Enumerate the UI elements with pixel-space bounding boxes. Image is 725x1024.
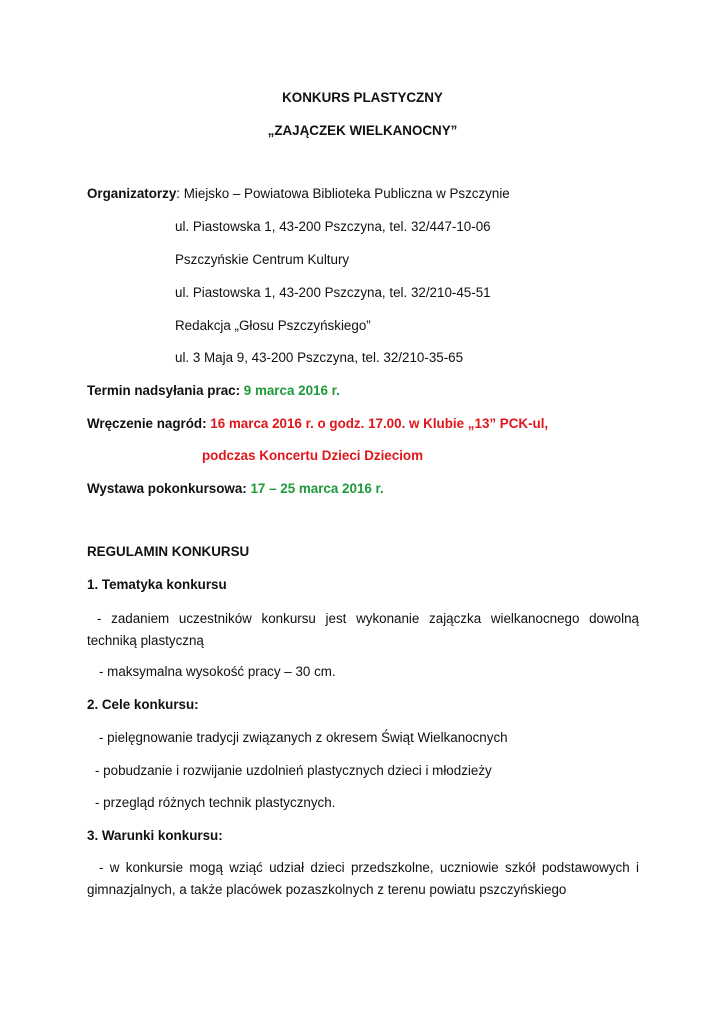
section-1-item-2: - maksymalna wysokość pracy – 30 cm. (99, 664, 336, 679)
document-subtitle: „ZAJĄCZEK WIELKANOCNY” (267, 123, 458, 138)
awards-line (87, 415, 548, 432)
deadline-separator: : (235, 383, 244, 398)
section-2-heading: 2. Cele konkursu: (87, 697, 199, 712)
exhibition-value: 17 – 25 marca 2016 r. (250, 481, 384, 496)
organizer-1-address: ul. Piastowska 1, 43-200 Pszczyna, tel. 32/447-10-06 (175, 219, 491, 234)
section-3-item-1: - w konkursie mogą wziąć udział dzieci przedszkolne, uczniowie szkół podstawowych i gimnazjalnych, a także placówek pozaszkolnych z terenu powiatu pszczyńskiego (87, 860, 639, 897)
deadline-value: 9 marca 2016 r. (243, 383, 340, 398)
organizer-3-address: ul. 3 Maja 9, 43-200 Pszczyna, tel. 32/210-35-65 (175, 350, 464, 365)
exhibition-label: Wystawa pokonkursowa: (87, 481, 251, 496)
section-1-item-1: - zadaniem uczestników konkursu jest wykonanie zajączka wielkanocnego dowolną techniką plastyczną (87, 611, 639, 648)
deadline-line (87, 382, 340, 399)
section-1-heading: 1. Tematyka konkursu (87, 577, 227, 592)
exhibition-line (87, 480, 384, 497)
section-2-item-2: - pobudzanie i rozwijanie uzdolnień plastycznych dzieci i młodzieży (95, 763, 492, 778)
section-3-heading: 3. Warunki konkursu: (87, 828, 223, 843)
organizer-3-name: Redakcja „Głosu Pszczyńskiego” (175, 318, 371, 333)
awards-value-line1: 16 marca 2016 r. o godz. 17.00. w Klubie „13” PCK-ul, (210, 416, 549, 431)
organizers-line (87, 185, 510, 202)
organizer-2-address: ul. Piastowska 1, 43-200 Pszczyna, tel. 32/210-45-51 (175, 285, 491, 300)
organizer-2-name: Pszczyńskie Centrum Kultury (175, 252, 350, 267)
rules-heading: REGULAMIN KONKURSU (87, 544, 250, 559)
document-title: KONKURS PLASTYCZNY (282, 90, 443, 105)
section-2-item-1: - pielęgnowanie tradycji związanych z okresem Świąt Wielkanocnych (99, 730, 508, 745)
section-2-item-3: - przegląd różnych technik plastycznych. (95, 795, 336, 810)
organizers-separator: : (176, 186, 184, 201)
organizer-1-name: Miejsko – Powiatowa Biblioteka Publiczna w Pszczynie (183, 186, 510, 201)
awards-value-line2: podczas Koncertu Dzieci Dzieciom (202, 448, 423, 463)
awards-label: Wręczenie nagród: (87, 416, 211, 431)
deadline-label: Termin nadsyłania prac (87, 383, 236, 398)
organizers-label: Organizatorzy (87, 186, 177, 201)
